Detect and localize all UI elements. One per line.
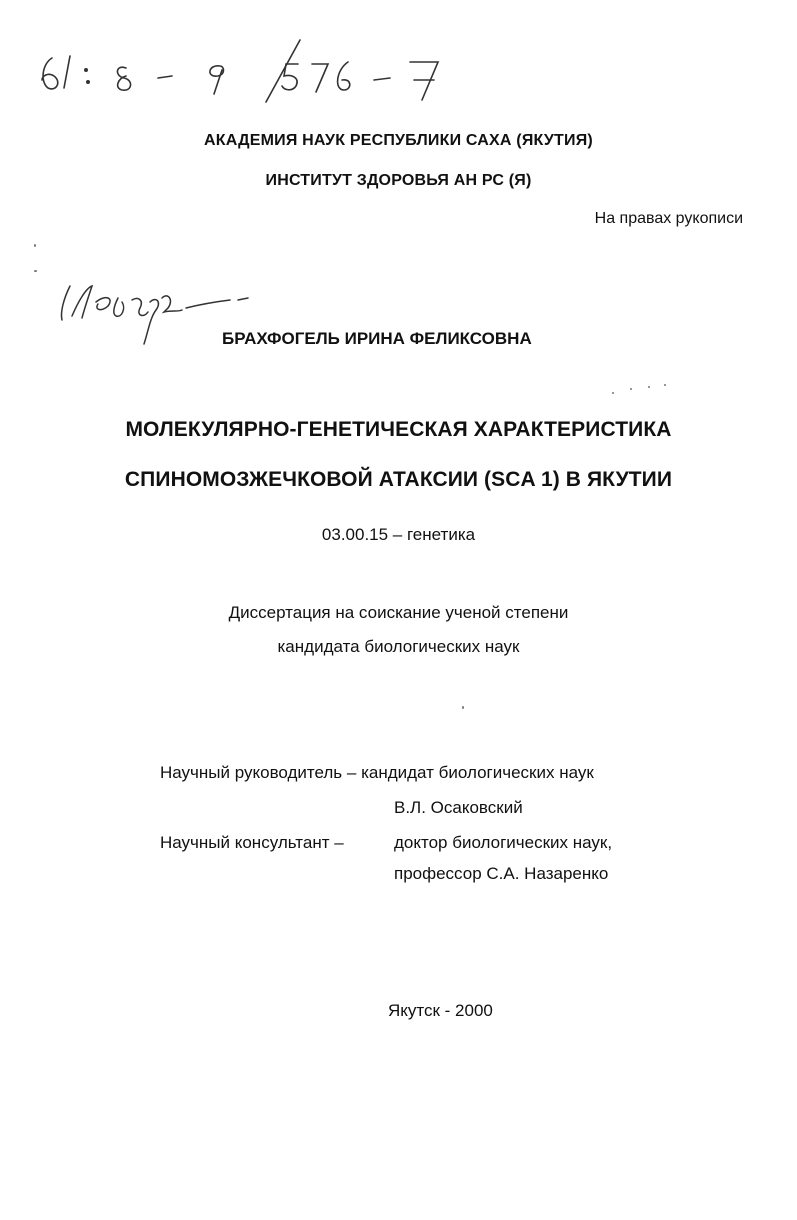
degree-line2: кандидата биологических наук <box>277 637 520 656</box>
author-name: БРАХФОГЕЛЬ ИРИНА ФЕЛИКСОВНА <box>222 329 532 348</box>
scan-speck <box>612 392 614 394</box>
scan-speck <box>648 386 650 388</box>
place-and-year: Якутск - 2000 <box>388 1001 493 1020</box>
consultant-name: профессор С.А. Назаренко <box>394 864 609 883</box>
consultant-title: доктор биологических наук, <box>394 833 613 852</box>
organization-name: АКАДЕМИЯ НАУК РЕСПУБЛИКИ САХА (ЯКУТИЯ) <box>204 132 593 149</box>
supervisor-name: В.Л. Осаковский <box>394 798 523 817</box>
specialty-code: 03.00.15 – генетика <box>321 525 476 544</box>
scan-speck <box>630 388 632 390</box>
institute-name: ИНСТИТУТ ЗДОРОВЬЯ АН РС (Я) <box>265 172 532 189</box>
degree-line1: Диссертация на соискание ученой степени <box>228 603 569 622</box>
dissertation-title-line2: СПИНОМОЗЖЕЧКОВОЙ АТАКСИИ (SCA 1) В ЯКУТИИ <box>124 468 673 491</box>
handwritten-shelf-mark <box>30 36 450 106</box>
consultant-role: Научный консультант – <box>160 833 344 852</box>
dissertation-title-line1: МОЛЕКУЛЯРНО-ГЕНЕТИЧЕСКАЯ ХАРАКТЕРИСТИКА <box>125 418 672 441</box>
scan-speck <box>462 706 464 709</box>
rights-note: На правах рукописи <box>594 210 743 227</box>
scan-speck <box>664 384 666 386</box>
supervisor-role: Научный руководитель – кандидат биологических наук <box>160 763 594 782</box>
scan-speck <box>34 270 37 272</box>
scan-speck <box>34 244 36 247</box>
